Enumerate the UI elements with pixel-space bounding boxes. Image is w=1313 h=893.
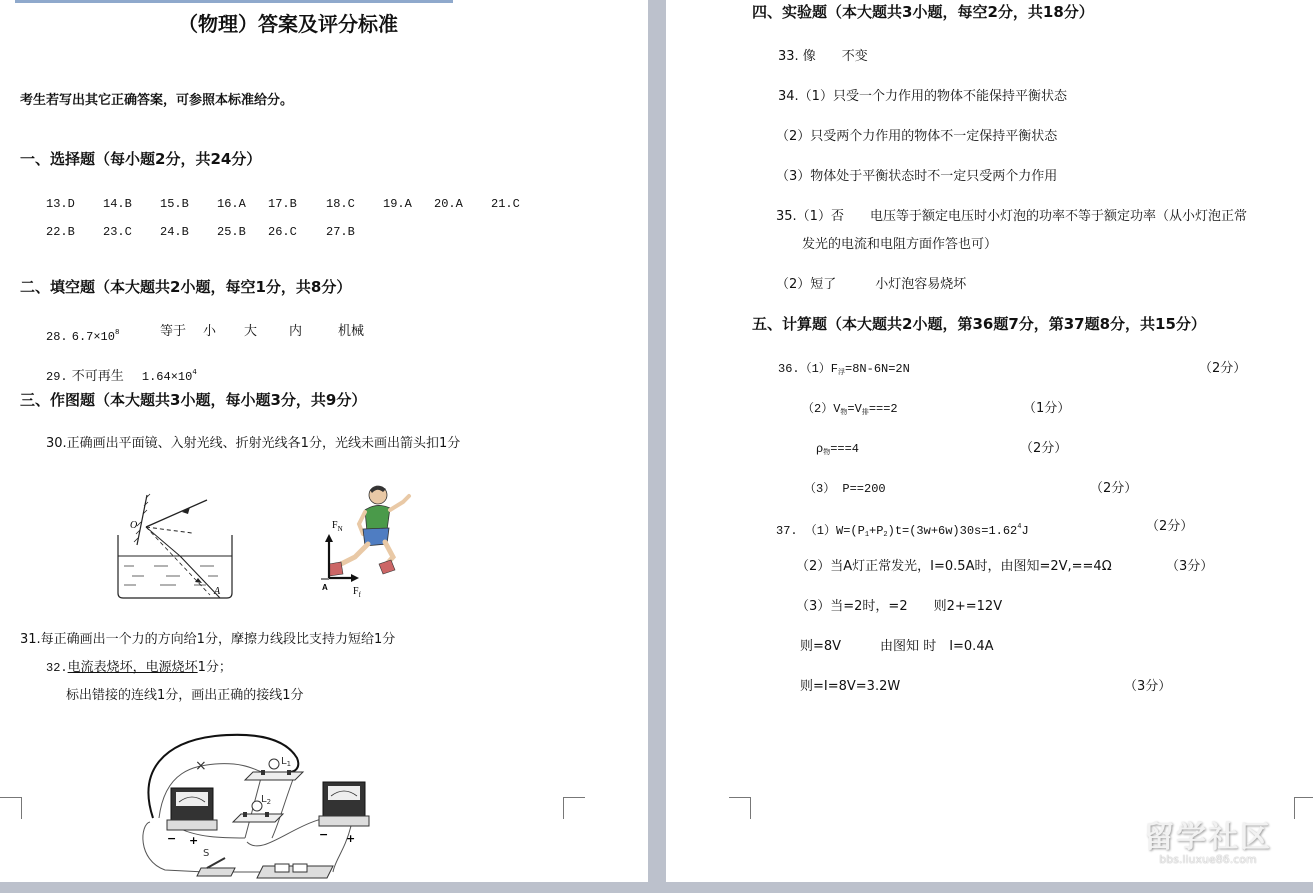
q32-line1: 32.电流表烧坏，电源烧坏1分； [46, 660, 232, 675]
watermark-url: bbs.liuxue86.com [1159, 853, 1257, 866]
watermark [1144, 822, 1272, 866]
q28-value: 6.7×10 [71, 330, 115, 344]
ammeter [319, 782, 369, 826]
l2-label: L [261, 794, 267, 805]
q32-line2: 标出错接的连线1分，画出正确的接线1分 [66, 688, 304, 703]
bulb-l1 [245, 759, 303, 780]
mc-answer: 25.B [217, 225, 246, 239]
q34-part1: 34.（1）只受一个力作用的物体不能保持平衡状态 [778, 89, 1067, 104]
q29-line: 29. 不可再生 $1.64\times 10^4$ [46, 368, 197, 384]
document-page-left [0, 0, 648, 882]
optics-diagram [110, 490, 240, 605]
margin-corner-mark [1294, 797, 1313, 819]
document-page-right [666, 0, 1313, 882]
mc-answer: 24.B [160, 225, 189, 239]
svg-text:L2: $L_2$ [261, 794, 272, 806]
point-a-label: A [322, 583, 328, 592]
q36-part1-score: （2分） [1199, 361, 1247, 376]
switch [197, 858, 235, 876]
q37-part4: 则=8V 由图知 时 I=0.4A [800, 639, 994, 654]
point-o-label: O [130, 520, 138, 531]
q37-part5: 则=I=8V=3.2W [800, 679, 901, 694]
q31-text: 31.每正确画出一个力的方向给1分，摩擦力线段比支持力短给1分 [20, 632, 396, 647]
q28-answer: 小 [203, 324, 217, 339]
switch-label: S [203, 848, 210, 859]
svg-text:+: + [346, 832, 356, 845]
q34-part3: （3）物体处于平衡状态时不一定只受两个力作用 [776, 169, 1058, 184]
q36-part2-score: （1分） [1023, 401, 1071, 416]
section-3-heading: 三、作图题（本大题共3小题，每小题3分，共9分） [20, 391, 367, 409]
q37-part2-score: （3分） [1166, 559, 1214, 574]
q36-density-score: （2分） [1020, 441, 1068, 456]
q28-answer: 大 [244, 324, 258, 339]
mc-answer: 21.C [491, 197, 520, 211]
battery [257, 864, 333, 878]
page-title: （物理）答案及评分标准 [178, 12, 398, 36]
margin-corner-mark [563, 797, 585, 819]
section-1-heading: 一、选择题（每小题2分，共24分） [20, 150, 262, 168]
q37-part2: （2）当A灯正常发光，I=0.5A时，由图知=2V,==4Ω [796, 559, 1112, 574]
q36-part3: （3） P==200 [804, 482, 886, 496]
q35-part1-line2: 发光的电流和电阻方面作答也可） [802, 237, 998, 252]
q28-answer: 内 [289, 324, 303, 339]
wrong-wire-cross: × [195, 758, 207, 774]
force-diagram [315, 482, 425, 597]
q28-answer: 等于 [160, 324, 187, 339]
q36-part2: $(2)V_物=V_排===2$ [802, 402, 898, 417]
point-a-label: A [214, 586, 221, 597]
q33-text: 33. 像 不变 [778, 49, 868, 64]
q37-part5-score: （3分） [1124, 679, 1172, 694]
mc-answer: 23.C [103, 225, 132, 239]
mc-answer: 27.B [326, 225, 355, 239]
q30-text: 30.正确画出平面镜、入射光线、折射光线各1分，光线未画出箭头扣1分 [46, 436, 461, 451]
l1-label: L [281, 756, 287, 767]
q37-part1-score: （2分） [1146, 519, 1194, 534]
q36-part3-score: （2分） [1090, 481, 1138, 496]
mc-answer: 14.B [103, 197, 132, 211]
svg-text:−: − [319, 828, 329, 841]
section-4-heading: 四、实验题（本大题共3小题，每空2分，共18分） [752, 3, 1094, 21]
margin-corner-mark [729, 797, 751, 819]
mc-answer: 19.A [383, 197, 412, 211]
q28-answer: 机械 [338, 324, 365, 339]
svg-text:FN: $F_N$ [332, 520, 343, 533]
q36-part1: $36.(1)F_浮=8N-6N=2N$ [778, 362, 910, 377]
watermark-logo: 留学社区 [1144, 820, 1272, 855]
svg-text:−: − [167, 832, 177, 845]
mc-answer: 18.C [326, 197, 355, 211]
q36-density: $\rho_物===4$ [816, 442, 860, 457]
mc-answer: 26.C [268, 225, 297, 239]
fn-label: F [332, 520, 338, 531]
bulb-l2 [233, 801, 283, 822]
header-rule [15, 0, 453, 3]
q35-part1-line1: 35.（1）否 电压等于额定电压时小灯泡的功率不等于额定功率（从小灯泡正常 [776, 209, 1247, 224]
q32-underlined: 电流表烧坏，电源烧坏 [67, 660, 198, 675]
circuit-diagram [135, 730, 395, 882]
mc-answer: 13.D [46, 197, 75, 211]
mc-answer: 15.B [160, 197, 189, 211]
q37-part1: 37. $(1)W=(P_1+P_2)t=(3w+6w)30s=1.62^4J$ [776, 523, 1029, 539]
q37-part3: （3）当=2时，=2 则2+=12V [796, 599, 1003, 614]
section-2-heading: 二、填空题（本大题共2小题，每空1分，共8分） [20, 278, 352, 296]
grading-note: 考生若写出其它正确答案，可参照本标准给分。 [20, 93, 294, 108]
q28-line: 28. $6.7\times 10^8$ [46, 328, 120, 344]
svg-text:Ff: $F_f$ [353, 586, 361, 599]
svg-text:+: + [189, 834, 199, 847]
svg-text:L1: $L_1$ [281, 756, 292, 768]
mc-answer: 16.A [217, 197, 246, 211]
ff-label: F [353, 586, 359, 597]
q35-part2: （2）短了 小灯泡容易烧坏 [776, 277, 967, 292]
margin-corner-mark [0, 797, 22, 819]
mc-answer: 22.B [46, 225, 75, 239]
voltmeter [167, 788, 217, 830]
mc-answer: 20.A [434, 197, 463, 211]
q34-part2: （2）只受两个力作用的物体不一定保持平衡状态 [776, 129, 1058, 144]
section-5-heading: 五、计算题（本大题共2小题，第36题7分，第37题8分，共15分） [752, 315, 1206, 333]
mc-answer: 17.B [268, 197, 297, 211]
